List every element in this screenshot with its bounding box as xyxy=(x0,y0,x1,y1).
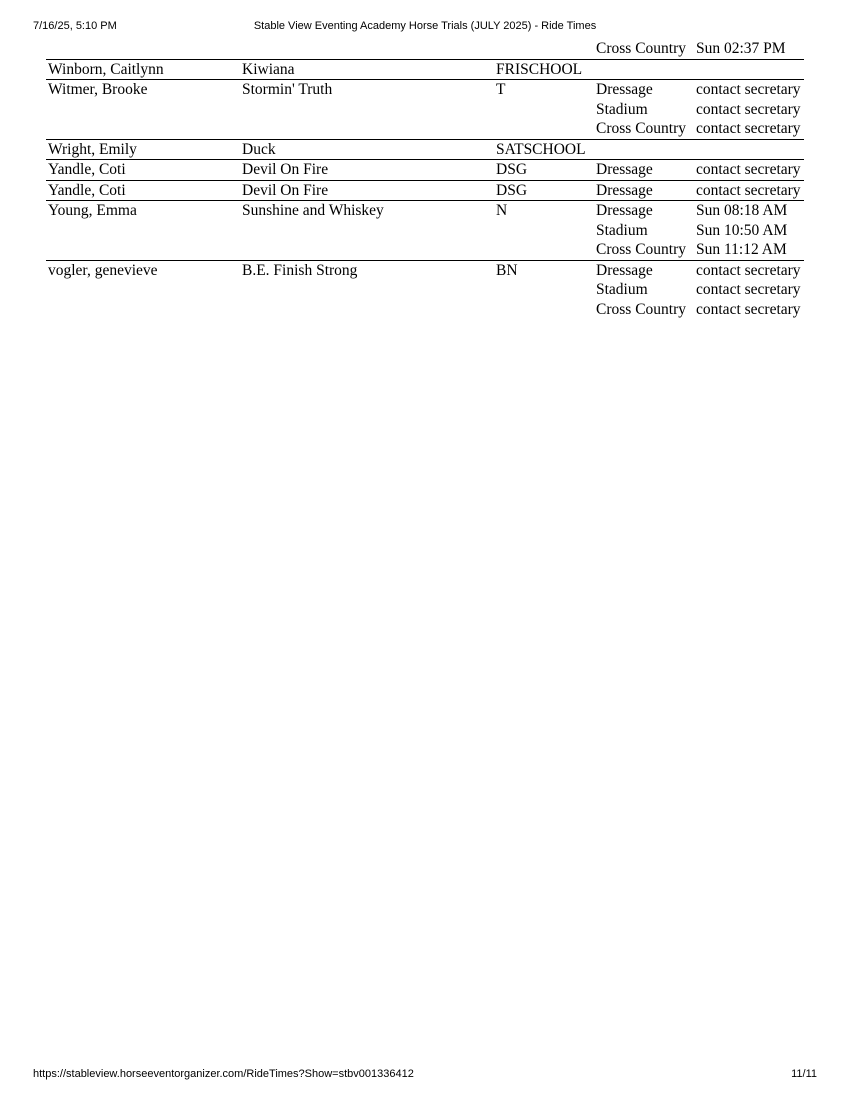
time-list xyxy=(694,139,804,160)
division: T xyxy=(494,80,594,140)
time-list xyxy=(694,160,804,181)
division: SATSCHOOL xyxy=(494,139,594,160)
horse-name: Sunshine and Whiskey xyxy=(240,201,494,261)
horse-name: B.E. Finish Strong xyxy=(240,260,494,319)
phase-list xyxy=(594,80,694,140)
time-list xyxy=(694,59,804,80)
phase-list xyxy=(594,39,694,59)
page-number: 11/11 xyxy=(791,1068,817,1080)
phase-name: Cross Country xyxy=(596,120,686,137)
division: FRISCHOOL xyxy=(494,59,594,80)
time-list xyxy=(694,180,804,201)
phase-name: Cross Country xyxy=(596,241,686,258)
phase-name: Dressage xyxy=(596,181,653,199)
phase-name: Stadium xyxy=(596,221,648,239)
phase-list xyxy=(594,201,694,261)
division: BN xyxy=(494,260,594,319)
horse-name: Devil On Fire xyxy=(240,180,494,201)
phase-name: Stadium xyxy=(596,100,648,118)
phase-name: Cross Country xyxy=(596,40,686,57)
time-list xyxy=(694,260,804,319)
division xyxy=(494,39,594,59)
rider-name: Winborn, Caitlynn xyxy=(46,59,240,80)
phase-name: Dressage xyxy=(596,81,653,98)
print-datetime: 7/16/25, 5:10 PM xyxy=(33,20,117,32)
table-row xyxy=(46,180,804,201)
horse-name xyxy=(240,39,494,59)
rider-name: Young, Emma xyxy=(46,201,240,261)
ride-time: contact secretary xyxy=(696,300,801,318)
phase-list xyxy=(594,180,694,201)
table-row xyxy=(46,201,804,261)
table-row xyxy=(46,160,804,181)
table-row xyxy=(46,139,804,160)
horse-name: Duck xyxy=(240,139,494,160)
ride-times-body xyxy=(46,39,804,319)
page-title: Stable View Eventing Academy Horse Trials (JULY 2025) - Ride Times xyxy=(253,20,597,32)
ride-times-table xyxy=(46,39,804,319)
rider-name: Witmer, Brooke xyxy=(46,80,240,140)
ride-time: contact secretary xyxy=(696,161,801,178)
phase-name: Stadium xyxy=(596,281,648,298)
rider-name xyxy=(46,39,240,59)
ride-time: Sun 08:18 AM xyxy=(696,202,788,219)
rider-name: Yandle, Coti xyxy=(46,180,240,201)
division: N xyxy=(494,201,594,261)
page-url: https://stableview.horseeventorganizer.com/RideTimes?Show=stbv001336412 xyxy=(33,1068,414,1080)
division: DSG xyxy=(494,160,594,181)
ride-time: contact secretary xyxy=(696,120,801,137)
division: DSG xyxy=(494,180,594,201)
table-row xyxy=(46,39,804,59)
phase-list xyxy=(594,59,694,80)
phase-list xyxy=(594,260,694,319)
table-row xyxy=(46,260,804,319)
phase-name: Dressage xyxy=(596,202,653,219)
phase-list xyxy=(594,139,694,160)
ride-time: contact secretary xyxy=(696,261,801,279)
time-list xyxy=(694,201,804,261)
table-row xyxy=(46,80,804,140)
ride-time: contact secretary xyxy=(696,281,801,298)
horse-name: Stormin' Truth xyxy=(240,80,494,140)
table-row xyxy=(46,59,804,80)
ride-time: Sun 11:12 AM xyxy=(696,241,787,258)
phase-name: Dressage xyxy=(596,261,653,279)
time-list xyxy=(694,80,804,140)
phase-name: Dressage xyxy=(596,161,653,178)
ride-time: contact secretary xyxy=(696,100,801,118)
phase-name: Cross Country xyxy=(596,300,686,318)
ride-time: Sun 10:50 AM xyxy=(696,221,788,239)
phase-list xyxy=(594,160,694,181)
time-list xyxy=(694,39,804,59)
ride-time: Sun 02:37 PM xyxy=(696,40,786,57)
rider-name: vogler, genevieve xyxy=(46,260,240,319)
ride-time: contact secretary xyxy=(696,181,801,199)
rider-name: Wright, Emily xyxy=(46,139,240,160)
ride-time: contact secretary xyxy=(696,81,801,98)
horse-name: Kiwiana xyxy=(240,59,494,80)
horse-name: Devil On Fire xyxy=(240,160,494,181)
rider-name: Yandle, Coti xyxy=(46,160,240,181)
